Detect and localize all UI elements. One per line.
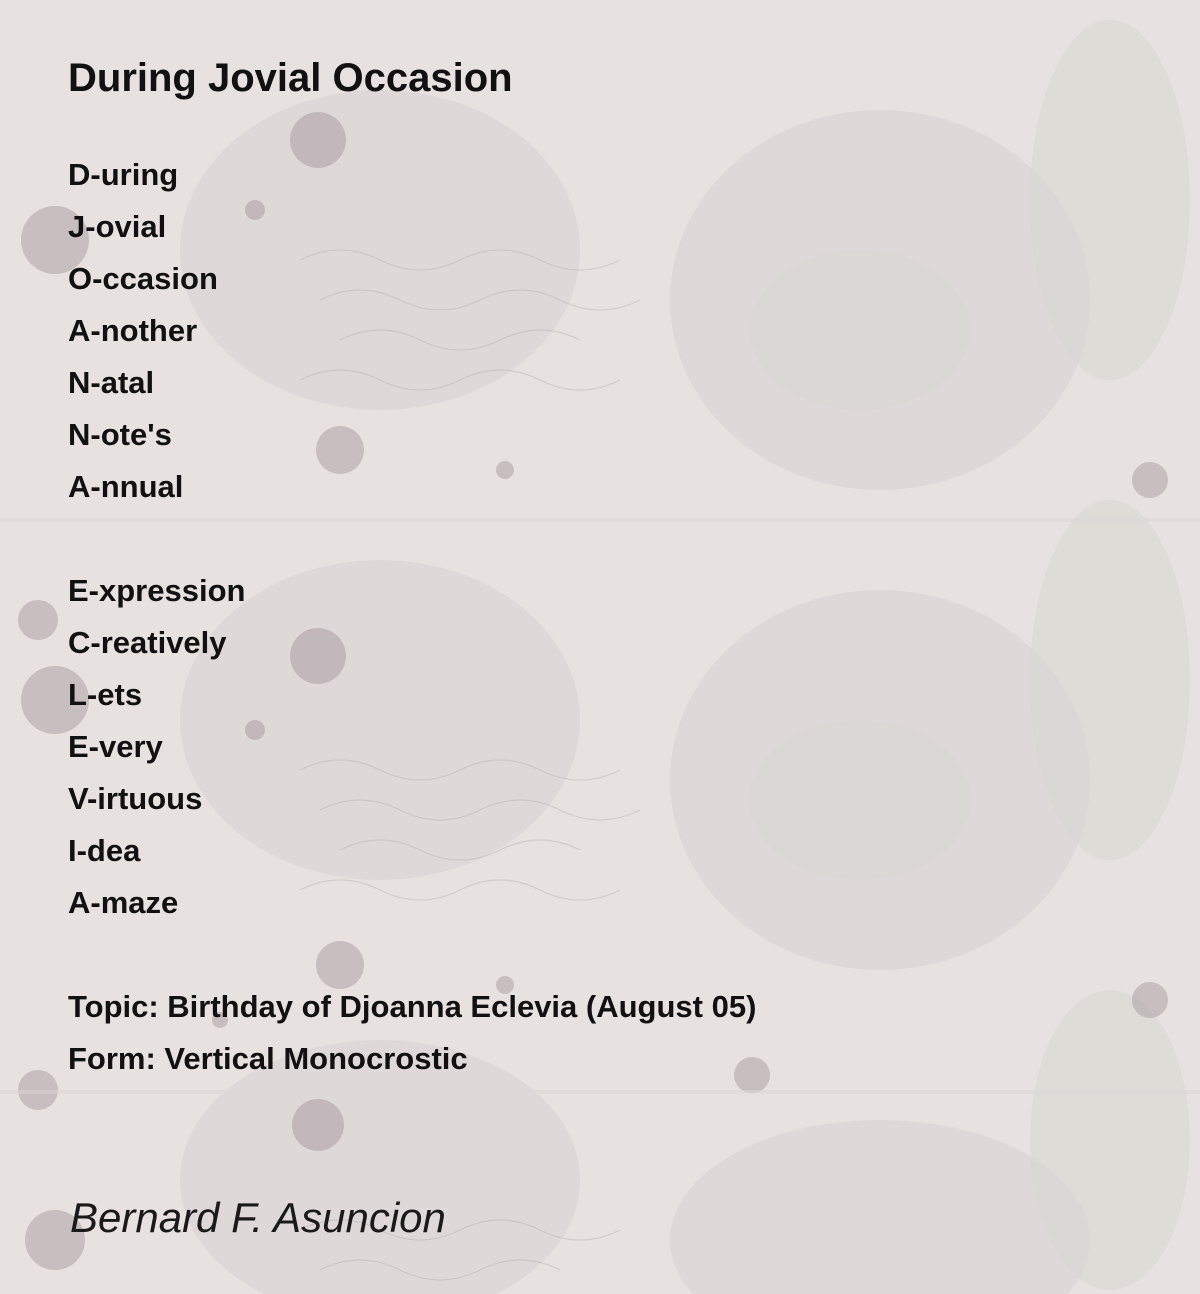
poem-line: A-nnual — [68, 469, 184, 504]
poem-line: E-xpression — [68, 573, 246, 608]
poem-line: N-ote's — [68, 417, 172, 452]
stanza-3 — [68, 981, 756, 1085]
poem-title: During Jovial Occasion — [68, 56, 513, 100]
poem-line: E-very — [68, 729, 163, 764]
poem-line: L-ets — [68, 677, 143, 712]
poem-line: A-nother — [68, 313, 198, 348]
poem-line: C-reatively — [68, 625, 227, 660]
stanza-2 — [68, 565, 245, 929]
poem-line: I-dea — [68, 833, 141, 868]
poem-line: N-atal — [68, 365, 155, 400]
poem-topic: Topic: Birthday of Djoanna Eclevia (August 05) — [68, 989, 757, 1024]
poem-line: D-uring — [68, 157, 179, 192]
stanza-1 — [68, 149, 218, 513]
poem-line: O-ccasion — [68, 261, 218, 296]
poem-author: Bernard F. Asuncion — [70, 1194, 446, 1241]
poem-line: A-maze — [68, 885, 179, 920]
poem-line: J-ovial — [68, 209, 167, 244]
poem-form: Form: Vertical Monocrostic — [68, 1041, 468, 1076]
poem-line: V-irtuous — [68, 781, 203, 816]
